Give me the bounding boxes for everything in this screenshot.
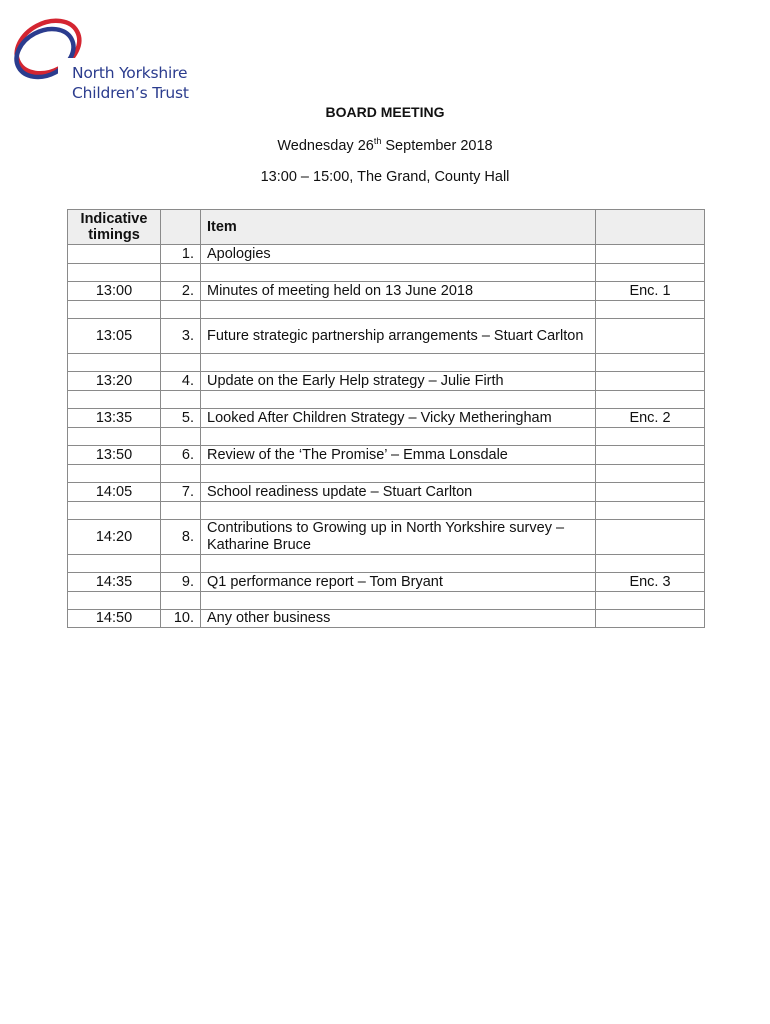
agenda-row [68, 483, 705, 502]
meeting-date [0, 138, 770, 154]
spacer-row [68, 502, 705, 520]
row-number: 10. [161, 610, 201, 628]
agenda-table [67, 209, 705, 628]
row-item: Any other business [201, 610, 596, 628]
meeting-time-venue: 13:00 – 15:00, The Grand, County Hall [260, 169, 510, 185]
row-item: Apologies [201, 245, 596, 264]
header-enclosure [596, 210, 705, 245]
spacer-row [68, 555, 705, 573]
spacer-row [68, 354, 705, 372]
row-enclosure [596, 483, 705, 502]
row-item: Future strategic partnership arrangements – Stuart Carlton [201, 319, 596, 354]
row-time: 14:20 [68, 520, 161, 555]
spacer-row [68, 301, 705, 319]
row-enclosure [596, 372, 705, 391]
row-number: 7. [161, 483, 201, 502]
date-ordinal-suffix: th [373, 136, 382, 146]
row-item: School readiness update – Stuart Carlton [201, 483, 596, 502]
spacer-row [68, 592, 705, 610]
row-time: 14:05 [68, 483, 161, 502]
agenda-row [68, 446, 705, 465]
row-enclosure: Enc. 3 [596, 573, 705, 592]
row-item: Q1 performance report – Tom Bryant [201, 573, 596, 592]
row-item: Update on the Early Help strategy – Julie Firth [201, 372, 596, 391]
spacer-row [68, 428, 705, 446]
agenda-row [68, 520, 705, 555]
row-time [68, 245, 161, 264]
row-number: 4. [161, 372, 201, 391]
row-enclosure [596, 520, 705, 555]
header-item: Item [201, 210, 596, 245]
agenda-row [68, 409, 705, 428]
row-number: 1. [161, 245, 201, 264]
header-number [161, 210, 201, 245]
row-time: 13:00 [68, 282, 161, 301]
row-item: Contributions to Growing up in North Yorkshire survey – Katharine Bruce [201, 520, 596, 555]
row-item: Looked After Children Strategy – Vicky Metheringham [201, 409, 596, 428]
row-time: 13:35 [68, 409, 161, 428]
row-time: 14:50 [68, 610, 161, 628]
row-enclosure [596, 446, 705, 465]
row-time: 13:05 [68, 319, 161, 354]
row-time: 14:35 [68, 573, 161, 592]
row-number: 8. [161, 520, 201, 555]
agenda-row [68, 319, 705, 354]
org-name-line2: Children’s Trust [72, 84, 189, 102]
org-logo [8, 14, 198, 104]
date-prefix: Wednesday 26 [277, 138, 374, 154]
row-item: Review of the ‘The Promise’ – Emma Lonsdale [201, 446, 596, 465]
row-enclosure: Enc. 2 [596, 409, 705, 428]
row-time: 13:20 [68, 372, 161, 391]
agenda-row [68, 610, 705, 628]
agenda-row [68, 372, 705, 391]
row-number: 5. [161, 409, 201, 428]
header-timings: Indicative timings [68, 210, 161, 245]
agenda-row [68, 245, 705, 264]
row-enclosure [596, 245, 705, 264]
agenda-row [68, 282, 705, 301]
row-enclosure [596, 319, 705, 354]
row-item: Minutes of meeting held on 13 June 2018 [201, 282, 596, 301]
agenda-row [68, 573, 705, 592]
agenda-header-row [68, 210, 705, 245]
date-rest: September 2018 [381, 138, 493, 154]
row-time: 13:50 [68, 446, 161, 465]
row-number: 3. [161, 319, 201, 354]
org-name-line1: North Yorkshire [72, 64, 188, 82]
row-number: 6. [161, 446, 201, 465]
spacer-row [68, 264, 705, 282]
row-enclosure: Enc. 1 [596, 282, 705, 301]
spacer-row [68, 391, 705, 409]
row-number: 9. [161, 573, 201, 592]
spacer-row [68, 465, 705, 483]
meeting-title: BOARD MEETING [325, 104, 445, 120]
row-enclosure [596, 610, 705, 628]
row-number: 2. [161, 282, 201, 301]
